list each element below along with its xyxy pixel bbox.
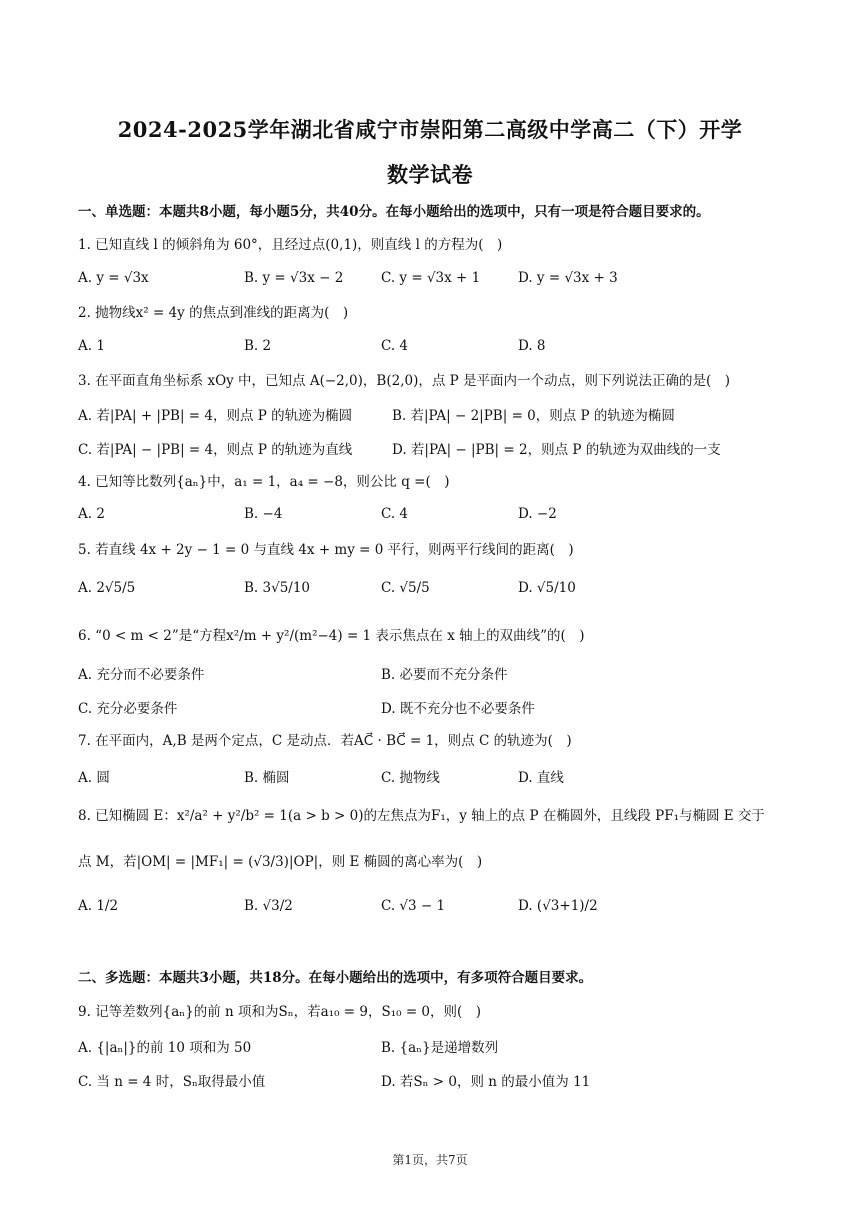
question-3-option-d: D. 若|PA| − |PB| = 2，则点 P 的轨迹为双曲线的一支 <box>392 442 721 458</box>
question-8-option-b: B. √3/2 <box>244 898 293 914</box>
section-1-heading: 一、单选题：本题共8小题，每小题5分，共40分。在每小题给出的选项中，只有一项是符合题目要求的。 <box>78 204 710 220</box>
question-1-option-c: C. y = √3x + 1 <box>381 270 481 286</box>
question-6-option-c: C. 充分必要条件 <box>78 701 178 717</box>
question-8-option-d: D. (√3+1)/2 <box>518 898 598 914</box>
question-9-option-c: C. 当 n = 4 时，Sₙ取得最小值 <box>78 1074 266 1090</box>
page-footer: 第1页，共7页 <box>392 1153 468 1167</box>
question-8-option-c: C. √3 − 1 <box>381 898 446 914</box>
question-8-stem-continued: 点 M，若|OM| = |MF₁| = (√3/3)|OP|，则 E 椭圆的离心率为( ) <box>78 854 483 870</box>
question-7-option-b: B. 椭圆 <box>244 770 290 786</box>
question-5-option-d: D. √5/10 <box>518 580 576 596</box>
question-7-option-a: A. 圆 <box>78 770 110 786</box>
question-1-stem: 1. 已知直线 l 的倾斜角为 60°，且经过点(0,1)，则直线 l 的方程为( ) <box>78 237 503 253</box>
question-3-option-b: B. 若|PA| − 2|PB| = 0，则点 P 的轨迹为椭圆 <box>392 408 675 424</box>
question-9-option-b: B. {aₙ}是递增数列 <box>381 1040 499 1056</box>
question-6-option-b: B. 必要而不充分条件 <box>381 667 508 683</box>
question-2-stem: 2. 抛物线x² = 4y 的焦点到准线的距离为( ) <box>78 305 349 321</box>
question-5-option-b: B. 3√5/10 <box>244 580 311 596</box>
question-2-option-a: A. 1 <box>78 338 105 354</box>
question-9-stem: 9. 记等差数列{aₙ}的前 n 项和为Sₙ，若a₁₀ = 9，S₁₀ = 0，则( ) <box>78 1004 482 1020</box>
question-7-option-d: D. 直线 <box>518 770 564 786</box>
question-1-option-b: B. y = √3x − 2 <box>244 270 344 286</box>
question-6-option-a: A. 充分而不必要条件 <box>78 667 205 683</box>
question-6-option-d: D. 既不充分也不必要条件 <box>381 701 535 717</box>
question-4-option-c: C. 4 <box>381 506 409 522</box>
question-7-option-c: C. 抛物线 <box>381 770 440 786</box>
question-4-stem: 4. 已知等比数列{aₙ}中，a₁ = 1，a₄ = −8，则公比 q =( ) <box>78 474 450 490</box>
question-3-option-c: C. 若|PA| − |PB| = 4，则点 P 的轨迹为直线 <box>78 442 353 458</box>
question-5-option-c: C. √5/5 <box>381 580 430 596</box>
question-4-option-b: B. −4 <box>244 506 283 522</box>
question-4-option-a: A. 2 <box>78 506 105 522</box>
question-2-option-c: C. 4 <box>381 338 409 354</box>
question-3-option-a: A. 若|PA| + |PB| = 4，则点 P 的轨迹为椭圆 <box>78 408 353 424</box>
question-9-option-d: D. 若Sₙ > 0，则 n 的最小值为 11 <box>381 1074 591 1090</box>
title-line-1: 2024-2025学年湖北省咸宁市崇阳第二高级中学高二（下）开学 <box>117 117 743 142</box>
question-8-stem: 8. 已知椭圆 E：x²/a² + y²/b² = 1(a > b > 0)的左焦点为F₁，y 轴上的点 P 在椭圆外，且线段 PF₁与椭圆 E 交于 <box>78 808 765 824</box>
question-9-option-a: A. {|aₙ|}的前 10 项和为 50 <box>78 1040 252 1056</box>
question-5-stem: 5. 若直线 4x + 2y − 1 = 0 与直线 4x + my = 0 平行，则两平行线间的距离( ) <box>78 542 574 558</box>
question-1-option-a: A. y = √3x <box>78 270 149 286</box>
question-1-option-d: D. y = √3x + 3 <box>518 270 618 286</box>
question-4-option-d: D. −2 <box>518 506 557 522</box>
question-3-stem: 3. 在平面直角坐标系 xOy 中，已知点 A(−2,0)，B(2,0)，点 P 是平面内一个动点，则下列说法正确的是( ) <box>78 373 731 389</box>
question-6-stem: 6. “0 < m < 2”是“方程x²/m + y²/(m²−4) = 1 表示焦点在 x 轴上的双曲线”的( ) <box>78 628 585 644</box>
question-5-option-a: A. 2√5/5 <box>78 580 136 596</box>
question-7-stem: 7. 在平面内，A,B 是两个定点，C 是动点．若AC⃗ · BC⃗ = 1，则点 C 的轨迹为( ) <box>78 733 572 749</box>
question-8-option-a: A. 1/2 <box>78 898 119 914</box>
section-2-heading: 二、多选题：本题共3小题，共18分。在每小题给出的选项中，有多项符合题目要求。 <box>78 970 593 986</box>
title-line-2: 数学试卷 <box>387 162 473 187</box>
question-2-option-d: D. 8 <box>518 338 546 354</box>
question-2-option-b: B. 2 <box>244 338 272 354</box>
